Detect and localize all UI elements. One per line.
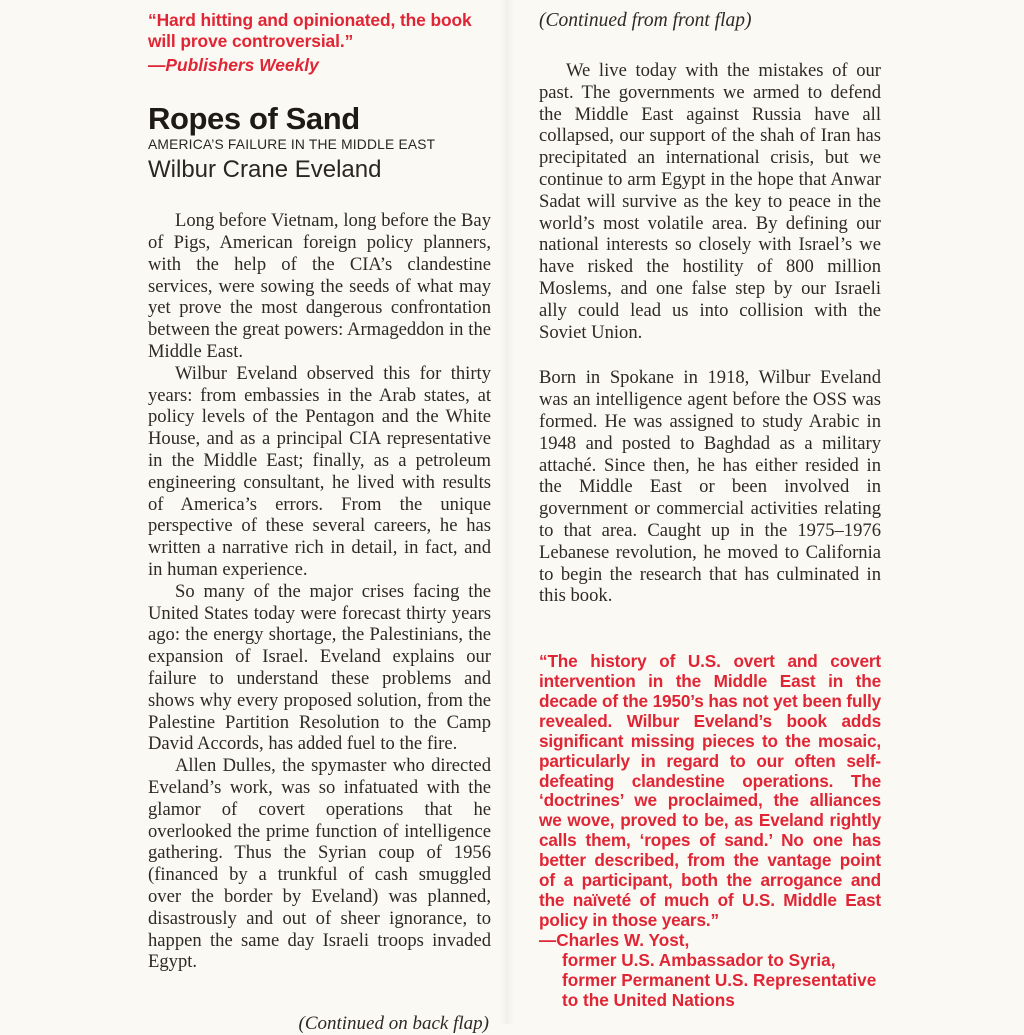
book-title: Ropes of Sand xyxy=(148,101,360,137)
back-flap xyxy=(539,0,881,1024)
title-block xyxy=(148,103,491,183)
endorsement-attribution-line: former U.S. Ambassador to Syria, xyxy=(562,949,836,970)
back-flap-paragraph: Born in Spokane in 1918, Wilbur Eveland was an intelligence agent before the OSS was formed. He was assigned to study Arabic in 1948 and posted to Baghdad as a military attaché. Since then, he has either resided in the Middle East or been involved in government or commercial activities relating to that area. Caught up in the 1975–1976 Lebanese revolution, he moved to California to begin the research that has culminated in this book. xyxy=(539,367,881,607)
back-flap-paragraph: We live today with the mistakes of our past. The governments we armed to defend the Middle East against Russia have all collapsed, our support of the shah of Iran has precipitated an international crisis, but we continue to arm Egypt in the hope that Anwar Sadat will survive as the key to peace in the world’s most volatile area. By defining our national interests so closely with Israel’s we have risked the hostility of 800 million Moslems, and one false step by our Israeli ally could lead us into collision with the Soviet Union. xyxy=(539,60,881,343)
endorsement-attribution-line: former Permanent U.S. Representative xyxy=(562,969,877,990)
endorsement-attribution-name: —Charles W. Yost, xyxy=(539,929,690,950)
front-flap-paragraph: So many of the major crises facing the United States today were forecast thirty years ago: the energy shortage, the Palestinians, the expansion of Israel. Eveland explains our failure to understand these problems and shows why every proposed solution, from the Palestine Partition Resolution to the Camp David Accords, has added fuel to the fire. xyxy=(148,580,491,755)
front-flap xyxy=(148,0,491,1035)
book-subtitle: AMERICA’S FAILURE IN THE MIDDLE EAST xyxy=(148,137,436,153)
endorsement-attribution-line: to the United Nations xyxy=(562,989,735,1010)
review-quote-attribution: —Publishers Weekly xyxy=(148,54,319,75)
flap-fold-crease xyxy=(500,0,514,1024)
front-flap-paragraph: Wilbur Eveland observed this for thirty years: from embassies in the Arab states, at policy levels of the Pentagon and the White House, and as a principal CIA representative in the Middle East; finally, as a petroleum engineering consultant, he lived with results of America’s errors. From the unique perspective of these several careers, he has written a narrative rich in detail, in fact, and in human experience. xyxy=(148,362,491,580)
review-quote-block xyxy=(148,10,491,76)
continued-from-front-flap-note: (Continued from front flap) xyxy=(539,10,752,31)
continued-on-back-flap-note: (Continued on back flap) xyxy=(298,1013,489,1035)
front-flap-paragraph: Allen Dulles, the spymaster who directed Eveland’s work, was so infatuated with the glamor of covert operations that he overlooked the prime function of intelligence gathering. Thus the Syrian coup of 1956 (financed by a trunkful of cash smuggled over the border by Eveland) was planned, disastrously and out of sheer ignorance, to happen the same day Israeli troops invaded Egypt. xyxy=(148,755,491,973)
review-quote-text: “Hard hitting and opinionated, the book will prove controversial.” xyxy=(148,10,472,52)
front-flap-paragraph: Long before Vietnam, long before the Bay of Pigs, American foreign policy planners, with the help of the CIA’s clandestine services, were sowing the seeds of what may yet prove the most dangerous confrontation between the great powers: Armageddon in the Middle East. xyxy=(148,210,491,362)
endorsement-quote-text: “The history of U.S. overt and covert intervention in the Middle East in the decade of the 1950’s has not yet been fully revealed. Wilbur Eveland’s book adds significant missing pieces to the mosaic, particularly in regard to our often self-defeating clandestine operations. The ‘doctrines’ we proclaimed, the alliances we wove, proved to be, as Eveland rightly calls them, ‘ropes of sand.’ No one has better described, from the vantage point of a participant, both the arrogance and the naïveté of much of U.S. Middle East policy in those years.” xyxy=(539,651,881,930)
book-author: Wilbur Crane Eveland xyxy=(148,156,382,184)
